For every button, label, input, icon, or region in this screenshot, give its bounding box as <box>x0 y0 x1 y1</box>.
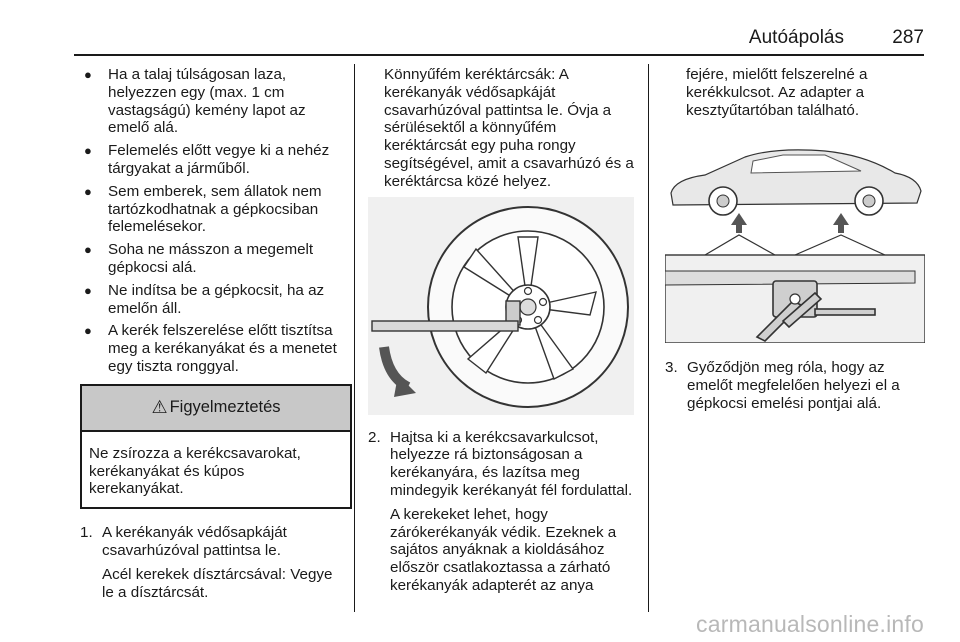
wheel-wrench-illustration <box>368 197 634 415</box>
bullet-item: ● Soha ne másszon a megemelt gépkocsi alá. <box>80 241 348 277</box>
step-item <box>368 429 636 595</box>
bullet-item: ● Felemelés előtt vegye ki a nehéz tárgyakat a járműből. <box>80 142 348 178</box>
step-list <box>368 429 636 595</box>
step-number: 3. <box>665 359 678 377</box>
step-number: 1. <box>80 524 93 542</box>
warning-body: Ne zsírozza a kerékcsavarokat, kerékanyákat és kúpos kerekanyákat. <box>89 444 301 498</box>
step-item <box>80 524 348 601</box>
bullet-item: ● Ne indítsa be a gépkocsit, ha az emelőn áll. <box>80 282 348 318</box>
step-list <box>665 359 929 412</box>
warning-box <box>80 384 352 509</box>
step-item <box>665 359 929 412</box>
step-text: Győződjön meg róla, hogy az emelőt megfelelően helyezi el a gépkocsi emelési pontjai alá. <box>687 359 900 412</box>
watermark: carmanualsonline.info <box>696 611 924 637</box>
header-rule <box>74 54 924 56</box>
column-2 <box>368 66 636 601</box>
warning-header <box>82 386 350 432</box>
step-text: A kerékanyák védősapkáját csavarhúzóval pattintsa le. <box>102 524 287 559</box>
safety-bullet-list <box>80 66 348 376</box>
step-number: 2. <box>368 428 381 446</box>
warning-title: Figyelmeztetés <box>169 397 281 416</box>
bullet-item: ● Sem emberek, sem állatok nem tartózkodhatnak a gépkocsiban felemelésekor. <box>80 183 348 236</box>
page-number: 287 <box>892 27 924 48</box>
header-title: Autóápolás <box>748 27 844 48</box>
bullet-item: ● Ha a talaj túlságosan laza, helyezzen egy (max. 1 cm vastagságú) kemény lapot az emelő alá. <box>80 66 348 137</box>
column-divider-1 <box>354 64 355 612</box>
column-divider-2 <box>648 64 649 612</box>
step-list <box>80 524 348 601</box>
page-header <box>0 22 960 56</box>
jack-lifting-point-illustration <box>665 133 925 343</box>
step-text: A kerekeket lehet, hogy zárókerékanyák védik. Ezeknek a sajátos anyáknak a kioldásához először csatlakoztassa a zárható kerékanyák adapterét az anya <box>390 505 617 594</box>
bullet-item: ● A kerék felszerelése előtt tisztítsa meg a kerékanyákat és a menetet egy tiszta ronggyal. <box>80 322 348 375</box>
step-text: Acél kerekek dísztárcsával: Vegye le a dísztárcsát. <box>102 565 333 601</box>
column-1 <box>80 66 348 607</box>
paragraph: Könnyűfém keréktárcsák: A kerékanyák védősapkáját csavarhúzóval pattintsa le. Óvja a sérülésektől a könnyűfém keréktárcsát egy puha rongy segítségével, amit a csavarhúzó és a keréktárcsa közé helyez. <box>384 66 634 190</box>
warning-triangle-icon: ⚠ <box>151 396 168 417</box>
column-3 <box>665 66 929 419</box>
step-text: Hajtsa ki a kerékcsavarkulcsot, helyezze rá biztonságosan a kerékanyára, és lazítsa meg mindegyik kerékanyát fél fordulattal. <box>390 428 633 499</box>
paragraph: fejére, mielőtt felszerelné a kerékkulcsot. Az adapter a kesztyűtartóban található. <box>686 66 868 119</box>
